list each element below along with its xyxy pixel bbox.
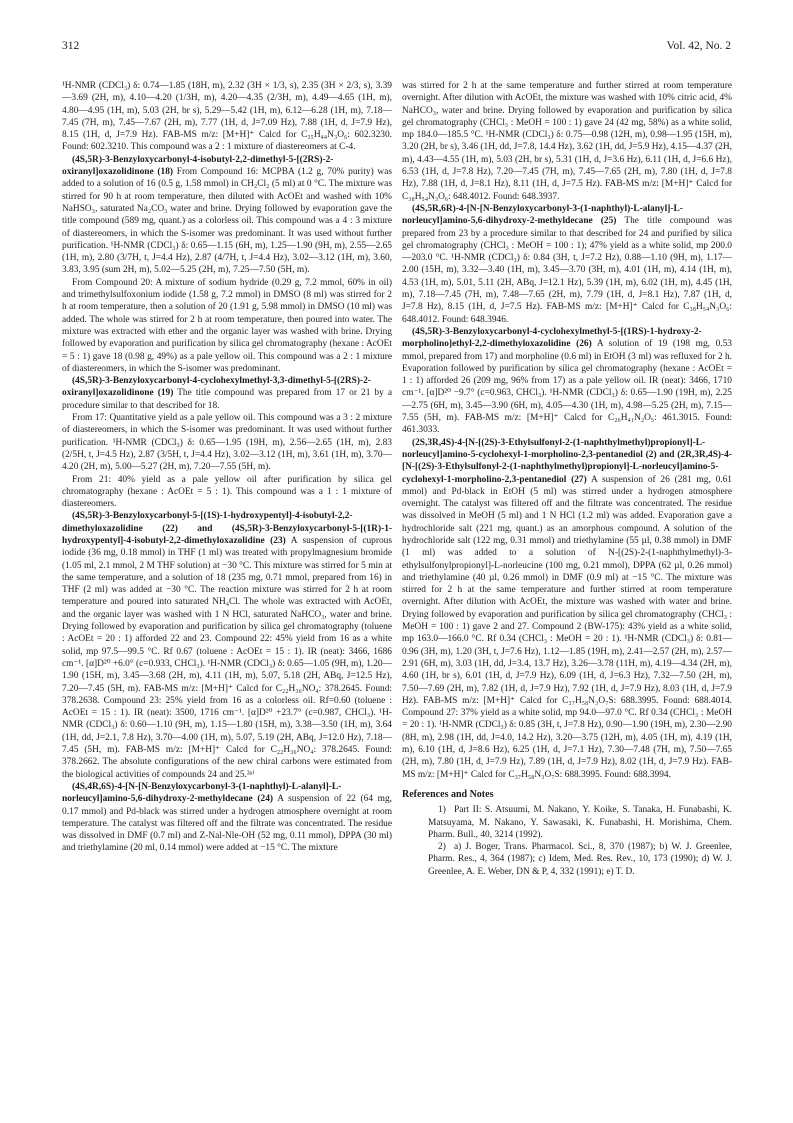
paragraph: From Compound 20: A mixture of sodium hydride (0.29 g, 7.2 mmol, 60% in oil) and trimethylsulfoxonium iodide (1.58 g, 7.2 mmol) in DMSO (8 ml) was stirred for 2 h at room temperature, then a solution of 20 (1.91 g, 5.98 mmol) in DMSO (10 ml) was added. The whole was stirred for 2 h at room temperature, then poured into water. The mixture was extracted with ether and the organic layer was washed with brine. Drying followed by evaporation and purification by silica gel chromatography (hexane : AcOEt = 5 : 1) gave 18 (0.98 g, 49%) as a pale yellow oil. This compound was a 2 : 1 mixture of diastereomers, in which the S-isomer was predominant. (62, 277, 392, 374)
references-heading: References and Notes (402, 788, 494, 800)
reference-item: 2) a) J. Boger, Trans. Pharmacol. Sci., 8, 370 (1987); b) W. J. Greenlee, Pharm. Res., 4, 364 (1987); c) Idem, Med. Res. Rev., 10, 173 (1990); d) W. J. Greenlee, A. E. Weber, DN & P, 4, 332 (1991); e) T. D. (428, 842, 732, 877)
paragraph: (4S,5R)-3-Benzyloxycarbonyl-4-isobutyl-2,2-dimethyl-5-[(2RS)-2-oxiranyl]oxazolidinone (18) From Compound 16: MCPBA (1.2 g, 70% purity) was added to a solution of 16 (0.5 g, 1.58 mmol) in CH₂Cl₂ (5 ml) at 0 °C. The mixture was stirred for 90 h at room temperature, then diluted with AcOEt and washed with 10% NaHSO₃, saturated Na₂CO₃ water and brine. Drying followed by evaporation gave the title compound (589 mg, quant.) as a colorless oil. This compound was a 4 : 3 mixture of diastereomers, in which the S-isomer was predominant. It was used without further purification. ¹H-NMR (CDCl₃) δ: 0.65—1.15 (6H, m), 1.25—1.90 (9H, m), 2.55—2.65 (1H, m), 2.80 (3/7H, t, J=4.4 Hz), 2.87 (4/7H, t, J=4.4 Hz), 3.02—3.12 (1H, m), 3.60, 3.83, 3.95 (sum 2H, m), 5.02—5.25 (2H, m), 7.25—7.50 (5H, m). (62, 154, 393, 276)
paragraph: From 17: Quantitative yield as a pale yellow oil. This compound was a 3 : 2 mixture of diastereomers, in which the S-isomer was predominant. It was used without further purification. ¹H-NMR (CDCl₃) δ: 0.65—1.95 (19H, m), 2.56—2.65 (1H, m), 2.83 (2/5H, t, J=4.5 Hz), 2.87 (3/5H, t, J=4.4 Hz), 3.02—3.12 (1H, m), 3.61 (1H, m), 3.70—4.20 (2H, m), 5.00—5.27 (2H, m), 7.20—7.55 (5H, m). (62, 413, 392, 473)
paragraph: (4S,5R)-3-Benzyloxycarbonyl-4-cyclohexylmethyl-5-[(1RS)-1-hydroxy-2-morpholino]ethyl-2,2-dimethyloxazolidine (26) A solution of 19 (198 mg, 0.53 mmol, prepared from 17) and morpholine (0.6 ml) in EtOH (3 ml) was refluxed for 2 h. Evaporation followed by purification by silica gel chromatography (hexane : AcOEt = 1 : 1) afforded 26 (209 mg, 96% from 17) as a pale yellow oil. IR (neat): 3466, 1710 cm⁻¹. [α]D²⁰ −9.7° (c=0.963, CHCl₃). ¹H-NMR (CDCl₃) δ: 0.65—1.90 (19H, m), 2.25—2.75 (6H, m), 3.45—3.90 (6H, m), 4.05—4.30 (1H, m), 4.98—5.25 (2H, m), 7.15—7.55 (5H, m). FAB-MS m/z: [M+H]⁺ Calcd for C₂₆H₄₁N₂O₅: 461.3015. Found: 461.3033. (402, 326, 732, 436)
page-header (62, 40, 731, 58)
paragraph: (4S,4R,6S)-4-[N-[N-Benzyloxycarbonyl-3-(1-naphthyl)-L-alanyl]-L-norleucyl]amino-5,6-dihydroxy-2-methyldecane (24) A suspension of 22 (64 mg, 0.17 mmol) and Pd-black was stirred under a hydrogen atmosphere overnight at room temperature. The catalyst was filtered off and the filtrate was concentrated. The residue was dissolved in DMF (0.7 ml) and Z-Nal-Nle-OH (52 mg, 0.11 mmol), DPPA (30 ml) and triethylamine (20 ml, 0.14 mmol) were added at −15 °C. The mixture (62, 781, 393, 854)
volume-issue: Vol. 42, No. 2 (666, 40, 731, 52)
paragraph: ¹H-NMR (CDCl₃) δ: 0.74—1.85 (18H, m), 2.32 (3H × 1/3, s), 2.35 (3H × 2/3, s), 3.39—3.69 (2H, m), 4.10—4.20 (1/3H, m), 4.20—4.35 (2/3H, m), 4.49—4.65 (1H, m), 4.80—4.95 (1H, m), 5.03 (2H, br s), 5.29—5.42 (1H, m), 6.12—6.28 (1H, m), 7.18—7.45 (7H, m), 7.45—7.67 (2H, m), 7.77 (1H, d, J=7.09 Hz), 7.88 (1H, d, J=7.9 Hz), 8.15 (1H, d, J=7.9 Hz). FAB-MS m/z: [M+H]⁺ Calcd for C₃₅H₄₄N₃O₆: 602.3230. Found: 602.3210. This compound was a 2 : 1 mixture of diastereomers at C-4. (62, 81, 392, 153)
right-column (402, 80, 732, 878)
paragraph: (4S,5R,6R)-4-[N-[N-Benzyloxycarbonyl-3-(1-naphthyl)-L-alanyl]-L-norleucyl]amino-5,6-dihydroxy-2-methyldecane (25) The title compound was prepared from 23 by a procedure similar to that described for 24 and purified by silica gel chromatography (CHCl₃ : MeOH = 100 : 1); 47% yield as a white solid, mp 200.0—203.0 °C. ¹H-NMR (CDCl₃) δ: 0.84 (3H, t, J=7.2 Hz), 0.88—1.10 (9H, m), 1.17—2.00 (15H, m), 3.32—3.40 (1H, m), 3.45—3.70 (3H, m), 4.01 (1H, m), 4.14 (1H, m), 4.53 (1H, m), 5.01, 5.11 (2H, ABq, J=12.1 Hz), 5.39 (1H, m), 6.02 (1H, m), 4.45 (1H, m), 7.18—7.45 (7H, m), 7.48—7.65 (2H, m), 7.79 (1H, d, J=8.1 Hz), 7.87 (1H, d, J=7.8 Hz), 8.15 (1H, d, J=7.5 Hz). FAB-MS m/z: [M+H]⁺ Calcd for C₃₈H₅₄N₃O₆: 648.4012. Found: 648.3946. (402, 203, 732, 325)
paragraph: (2S,3R,4S)-4-[N-[(2S)-3-Ethylsulfonyl-2-(1-naphthylmethyl)propionyl]-L-norleucyl]amino-5-cyclohexyl-1-morpholino-2,3-pentanediol (2) and (2R,3R,4S)-4-[N-[(2S)-3-Ethylsulfonyl-2-(1-naphthylmethyl)propionyl]-L-norleucyl]amino-5-cyclohexyl-1-morpholino-2,3-pentanediol (27) A suspension of 26 (281 mg, 0.61 mmol) and Pd-black in EtOH (5 ml) was stirred under a hydrogen atmosphere overnight. The catalyst was filtered off and the filtrate was concentrated. The residue was dissolved in MeOH (5 ml) and 1 N HCl (1.2 ml) was added. Evaporation gave a hydrochloride salt (221 mg, quant.) as an amorphous compound. A solution of the hydrochloride salt (122 mg, 0.31 mmol) and triethylamine (55 µl, 0.38 mmol) in DMF (1 ml) was added to a solution of N-[(2S)-2-(1-naphthylmethyl)-3-ethylsulfonylpropionyl]-L-norleucine (100 mg, 0.21 mmol), DPPA (62 µl, 0.26 mmol) and triethylamine (40 µl, 0.26 mmol) in DMF (0.9 ml) at −15 °C. The mixture was stirred for 2 h at the same temperature and further stirred at room temperature overnight. After dilution with AcOEt, the mixture was washed with water and brine. Drying followed by evaporation and purification by silica gel chromatography (CHCl₃ : MeOH = 100 : 1) gave 2 and 27. Compound 2 (BW-175): 43% yield as a white solid, mp 163.0—166.0 °C. Rf 0.34 (CHCl₃ : MeOH = 20 : 1). ¹H-NMR (CDCl₃) δ: 0.81—0.96 (3H, m), 1.20 (3H, t, J=7.6 Hz), 1.12—1.85 (19H, m), 2.41—2.57 (2H, m), 2.57—2.91 (6H, m), 3.03 (1H, dd, J=3.4, 13.7 Hz), 3.26—3.78 (11H, m), 4.19—4.34 (2H, m), 4.60 (1H, br s), 6.01 (1H, d, J=7.9 Hz), 6.09 (1H, d, J=6.3 Hz), 7.32—7.50 (2H, m), 7.50—7.69 (2H, m), 7.82 (1H, d, J=7.9 Hz), 7.92 (1H, d, J=7.9 Hz), 8.03 (1H, d, J=7.9 Hz). FAB-MS m/z: [M+H]⁺ Calcd for C₃₇H₅₈N₃O₇S: 688.3995. Found: 688.4014. Compound 27: 37% yield as a white solid, mp 94.0—97.0 °C. Rf 0.34 (CHCl₃ : MeOH = 20 : 1). ¹H-NMR (CDCl₃) δ: 0.85 (3H, t, J=7.8 Hz), 0.90—1.90 (19H, m), 2.30—2.90 (8H, m), 2.98 (1H, dd, J=4.0, 14.2 Hz), 3.20—3.75 (12H, m), 4.05 (1H, m), 4.19 (1H, m), 6.10 (1H, d, J=8.6 Hz), 6.25 (1H, d, J=7.1 Hz), 7.30—7.48 (7H, m), 7.50—7.65 (2H, m), 7.80 (1H, d, J=7.9 Hz), 7.89 (1H, d, J=7.9 Hz), 8.02 (1H, d, J=7.9 Hz). FAB-MS m/z: [M+H]⁺ Calcd for C₃₇H₅₈N₃O₇S: 688.3995. Found: 688.3994. (402, 437, 732, 780)
paragraph: (4S,5R)-3-Benzyloxycarbonyl-4-cyclohexylmethyl-3,3-dimethyl-5-[(2RS)-2-oxiranyl]oxazolidinone (19) The title compound was prepared from 17 or 21 by a procedure similar to that described for 18. (62, 376, 392, 411)
page-number: 312 (62, 40, 80, 52)
reference-item: 1) Part II: S. Atsuumi, M. Nakano, Y. Koike, S. Tanaka, H. Funabashi, K. Matsuyama, M. Nakano, Y. Sawasaki, K. Funabashi, H. Morishima, Chem. Pharm. Bull., 40, 3214 (1992). (428, 805, 732, 840)
paragraph: was stirred for 2 h at the same temperature and further stirred at room temperature overnight. After dilution with AcOEt, the mixture was washed with 10% citric acid, 4% NaHCO₃, water and brine. Drying followed by evaporation and purification by silica gel chromatography (CHCl₃ : MeOH = 100 : 1) gave 24 (42 mg, 58%) as a white solid, mp 184.0—185.5 °C. ¹H-NMR (CDCl₃) δ: 0.75—0.98 (12H, m), 0.98—1.95 (15H, m), 3.20 (2H, br s), 3.46 (1H, dd, J=7.8, 14.4 Hz), 3.62 (1H, dd, J=5.9 Hz), 4.15—4.37 (2H, m), 4.43—4.55 (1H, m), 5.03 (2H, br s), 5.31 (1H, d, J=3.6 Hz), 6.11 (1H, d, J=6.6 Hz), 6.53 (1H, d, J=7.8 Hz), 7.20—7.45 (7H, m), 7.45—7.65 (2H, m), 7.80 (1H, d, J=7.8 Hz), 7.88 (1H, d, J=8.1 Hz), 8.11 (1H, d, J=7.5 Hz). FAB-MS m/z: [M+H]⁺ Calcd for C₃₈H₅₄N₃O₆: 648.4012. Found: 648.3937. (402, 81, 732, 202)
paragraph: From 21: 40% yield as a pale yellow oil after purification by silica gel chromatography (hexane : AcOEt = 5 : 1). This compound was a 1 : 1 mixture of diastereomers. (62, 474, 392, 510)
paragraph: (4S,5R)-3-Benzyloxycarbonyl-5-[(1S)-1-hydroxypentyl]-4-isobutyl-2,2-dimethyloxazolidine (22) and (4S,5R)-3-Benzyloxycarbonyl-5-[(1R)-1-hydroxypentyl]-4-isobutyl-2,2-dimethyloxazolidine (23) A suspension of cuprous iodide (36 mg, 0.18 mmol) in THF (1 ml) was treated with propylmagnesium bromide (1.05 ml, 2.1 mmol, 2 M THF solution) at −30 °C. This mixture was stirred for 5 min at the same temperature, and a solution of 18 (235 mg, 0.71 mmol, prepared from 16) in THF (2 ml) was added at −30 °C. The reaction mixture was stirred for 2 h at room temperature and poured into saturated NH₄Cl. The whole was extracted with AcOEt, and the organic layer was washed with 1 N HCl, saturated NaHCO₃, water and brine. Drying followed by evaporation and purification by silica gel chromatography (toluene : AcOEt = 20 : 1) afforded 22 and 23. Compound 22: 45% yield from 16 as a white solid, mp 97.5—99.5 °C. Rf 0.67 (toluene : AcOEt = 15 : 1). IR (neat): 3466, 1686 cm⁻¹. [α]D²⁰ +6.0° (c=0.933, CHCl₃). ¹H-NMR (CDCl₃) δ: 0.65—1.05 (9H, m), 1.20—1.90 (15H, m), 3.45—3.68 (2H, m), 4.11 (1H, m), 5.07, 5.18 (2H, ABq, J=12.5 Hz), 7.20—7.45 (5H, m). FAB-MS m/z: [M+H]⁺ Calcd for C₂₂H₃₆NO₄: 378.2645. Found: 378.2638. Compound 23: 25% yield from 16 as a colorless oil. Rf=0.60 (toluene : AcOEt = 15 : 1). IR (neat): 3500, 1716 cm⁻¹. [α]D²⁰ +23.7° (c=0.987, CHCl₃). ¹H-NMR (CDCl₃) δ: 0.60—1.10 (9H, m), 1.15—1.80 (15H, m), 3.38—3.50 (1H, m), 3.64 (1H, dd, J=2.1, 7.8 Hz), 3.70—4.00 (1H, m), 5.07, 5.19 (2H, ABq, J=12.0 Hz), 7.18—7.45 (5H, m). FAB-MS m/z: [M+H]⁺ Calcd for C₂₂H₃₆NO₄: 378.2645. Found: 378.2662. The absolute configurations of the new chiral carbons were estimated from the biological activities of compounds 24 and 25.³ᵃ⁾ (62, 511, 392, 780)
left-column (62, 80, 392, 855)
